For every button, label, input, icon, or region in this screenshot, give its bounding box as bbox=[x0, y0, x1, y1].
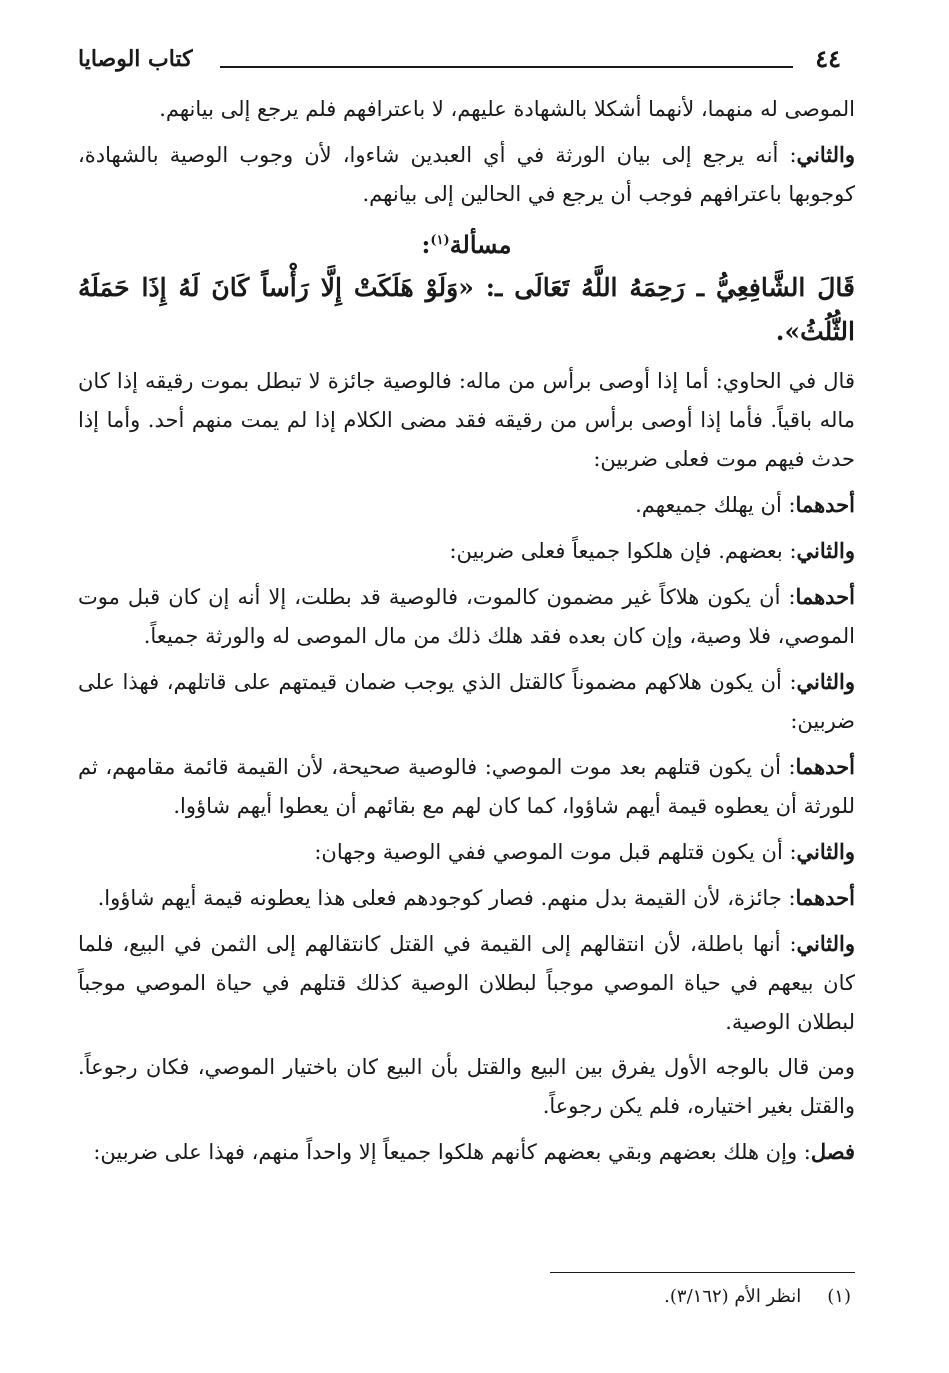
paragraph bbox=[78, 362, 855, 479]
body-text bbox=[78, 90, 855, 1178]
header-rule bbox=[220, 66, 793, 68]
paragraph-lead: أحدهما bbox=[795, 492, 855, 517]
heading-colon: : bbox=[421, 230, 431, 259]
footnote-rule bbox=[550, 1272, 855, 1273]
paragraph bbox=[78, 878, 855, 918]
paragraph-text: قال في الحاوي: أما إذا أوصى برأس من ماله: فالوصية جائزة لا تبطل بموت رقيقه إذا كان ماله باقياً. فأما إذا أوصى برأس من رقيقه فقد مضى الكلام إذا لم يمت منهم أحد. وأما إذا حدث فيهم موت فعلى ضربين: bbox=[78, 369, 855, 471]
paragraph-text: : أن يكون قتلهم بعد موت الموصي: فالوصية صحيحة، لأن القيمة قائمة مقامهم، ثم للورثة أن يعطوه قيمة أيهم شاؤوا، كما كان لهم مع بقائهم أن يعطوا أيهم شاؤوا. bbox=[78, 755, 855, 818]
paragraph bbox=[78, 1132, 855, 1172]
paragraph bbox=[78, 1048, 855, 1126]
paragraph-lead: والثاني bbox=[796, 669, 855, 694]
paragraph-text: : أن يكون هلاكهم مضموناً كالقتل الذي يوجب ضمان قيمتهم على قاتلهم، فهذا على ضربين: bbox=[78, 670, 855, 733]
paragraph bbox=[78, 135, 855, 214]
footnote bbox=[664, 1286, 851, 1307]
page-number: ٤٤ bbox=[815, 44, 841, 73]
footnote-mark: (١) bbox=[430, 233, 450, 248]
paragraph-text: الموصى له منهما، لأنهما أشكلا بالشهادة عليهم، لا باعترافهم فلم يرجع إلى بيانهم. bbox=[159, 97, 855, 121]
paragraph bbox=[78, 90, 855, 129]
paragraph-text: ومن قال بالوجه الأول يفرق بين البيع والقتل بأن البيع كان باختيار الموصي، فكان رجوعاً. والقتل بغير اختياره، فلم يكن رجوعاً. bbox=[78, 1055, 855, 1118]
paragraph-lead: أحدهما bbox=[795, 885, 855, 910]
page-header bbox=[78, 44, 841, 88]
paragraph-text: : أن يكون قتلهم قبل موت الموصي ففي الوصية وجهان: bbox=[314, 840, 797, 864]
section-heading bbox=[78, 220, 855, 266]
paragraph-lead: والثاني bbox=[796, 538, 855, 563]
paragraph-text: : وإن هلك بعضهم وبقي بعضهم كأنهم هلكوا جميعاً إلا واحداً منهم، فهذا على ضربين: bbox=[93, 1140, 811, 1164]
paragraph-text: : بعضهم. فإن هلكوا جميعاً فعلى ضربين: bbox=[449, 539, 797, 563]
footnote-number: (١) bbox=[827, 1286, 851, 1307]
paragraph bbox=[78, 662, 855, 741]
paragraph-text: : أن يكون هلاكاً غير مضمون كالموت، فالوصية قد بطلت، إلا أنه إن كان قبل موت الموصي، فلا وصية، وإن كان بعده فقد هلك ذلك من مال الموصى له والورثة جميعاً. bbox=[78, 585, 855, 648]
paragraph-lead: أحدهما bbox=[795, 584, 855, 609]
paragraph-lead: والثاني bbox=[796, 931, 855, 956]
paragraph-text: : جائزة، لأن القيمة بدل منهم. فصار كوجودهم فعلى هذا يعطونه قيمة أيهم شاؤوا. bbox=[97, 886, 796, 910]
paragraph-lead: أحدهما bbox=[795, 754, 855, 779]
paragraph bbox=[78, 924, 855, 1042]
book-title: كتاب الوصايا bbox=[78, 46, 193, 72]
paragraph bbox=[78, 747, 855, 826]
paragraph bbox=[78, 577, 855, 656]
paragraph bbox=[78, 485, 855, 525]
paragraph-text: : أنها باطلة، لأن انتقالهم إلى القيمة في القتل كانتقالهم إلى الثمن في البيع، فلما كان بيعهم في حياة الموصي موجباً لبطلان الوصية كذلك قتلهم في حياة الموصي موجباً لبطلان الوصية. bbox=[78, 932, 855, 1034]
footnote-text: انظر الأم (٣/١٦٢). bbox=[664, 1286, 802, 1307]
paragraph bbox=[78, 531, 855, 571]
paragraph bbox=[78, 832, 855, 872]
paragraph-lead: والثاني bbox=[796, 142, 855, 167]
heading-text: مسألة bbox=[449, 230, 512, 259]
paragraph-text: : أنه يرجع إلى بيان الورثة في أي العبدين شاءوا، لأن وجوب الوصية بالشهادة، كوجوبها باعترافهم فوجب أن يرجع في الحالين إلى بيانهم. bbox=[78, 143, 855, 206]
paragraph-lead: والثاني bbox=[796, 839, 855, 864]
quotation: قَالَ الشَّافِعِيُّ ـ رَحِمَهُ اللَّهُ تَعَالَى ـ: «وَلَوْ هَلَكَتْ إِلَّا رَأْساً كَانَ لَهُ إِذَا حَمَلَهُ الثُّلُثُ». bbox=[78, 273, 855, 346]
paragraph-text: : أن يهلك جميعهم. bbox=[635, 493, 796, 517]
paragraph-lead: فصل bbox=[810, 1139, 855, 1164]
